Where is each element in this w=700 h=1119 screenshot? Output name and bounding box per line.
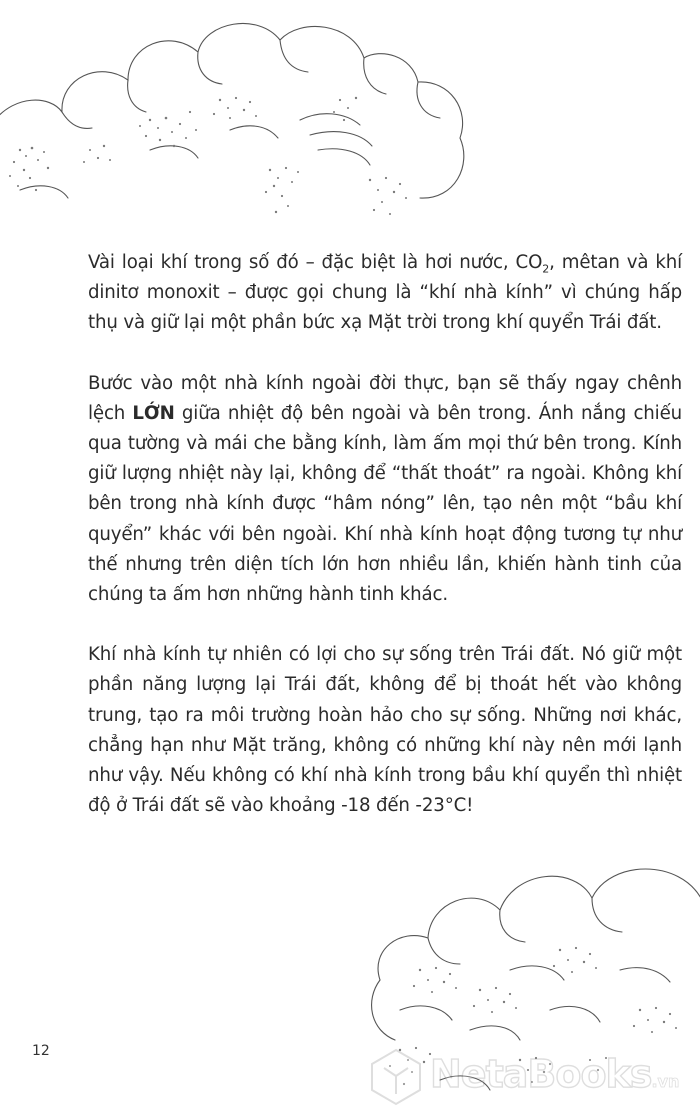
paragraph-1-text-end: , mêtan và khí dinitơ monoxit – được gọi chung là “khí nhà kính” vì chúng hấp thụ và giữ lại một phần bức xạ Mặt trời trong khí quyển Trái đất. — [88, 252, 682, 334]
co2-subscript: 2 — [542, 262, 550, 276]
book-logo-icon — [368, 1046, 424, 1106]
paragraph-2-text-start: Bước vào một nhà kính ngoài đời thực, bạn sẽ thấy ngay chênh lệch — [88, 372, 682, 424]
watermark-brand-text — [430, 1052, 679, 1096]
paragraph-real-greenhouse — [88, 369, 682, 611]
watermark-brand: NetaBooks — [430, 1052, 652, 1096]
watermark-logo — [368, 1044, 698, 1108]
emphasis-word: LỚN — [132, 402, 175, 424]
paragraph-natural-greenhouse: Khí nhà kính tự nhiên có lợi cho sự sống trên Trái đất. Nó giữ một phần năng lượng lại Trái đất, không để bị thoát hết vào không trung, tạo ra môi trường hoàn hảo cho sự sống. Những nơi khác, chẳng hạn như Mặt trăng, không có những khí này nên mới lạnh như vậy. Nếu không có khí nhà kính trong bầu khí quyển thì nhiệt độ ở Trái đất sẽ vào khoảng -18 đến -23°C! — [88, 644, 682, 817]
paragraph-1-text-start: Vài loại khí trong số đó – đặc biệt là hơi nước, CO — [88, 252, 543, 273]
paragraph-greenhouse-gases — [88, 248, 682, 339]
body-text — [88, 248, 682, 821]
cloud-illustration-top — [0, 0, 470, 230]
watermark-suffix: .vn — [651, 1072, 680, 1091]
paragraph-2-text-end: giữa nhiệt độ bên ngoài và bên trong. Ánh nắng chiếu qua tường và mái che bằng kính, làm ấm mọi thứ bên trong. Kính giữ lượng nhiệt này lại, không để “thất thoát” ra ngoài. Không khí bên trong nhà kính được “hâm nóng” lên, tạo nên một “bầu khí quyển” khác với bên ngoài. Khí nhà kính hoạt động tương tự như thế nhưng trên diện tích lớn hơn nhiều lần, khiến hành tinh của chúng ta ấm hơn những hành tinh khác. — [88, 402, 682, 606]
page-number: 12 — [32, 1043, 50, 1059]
